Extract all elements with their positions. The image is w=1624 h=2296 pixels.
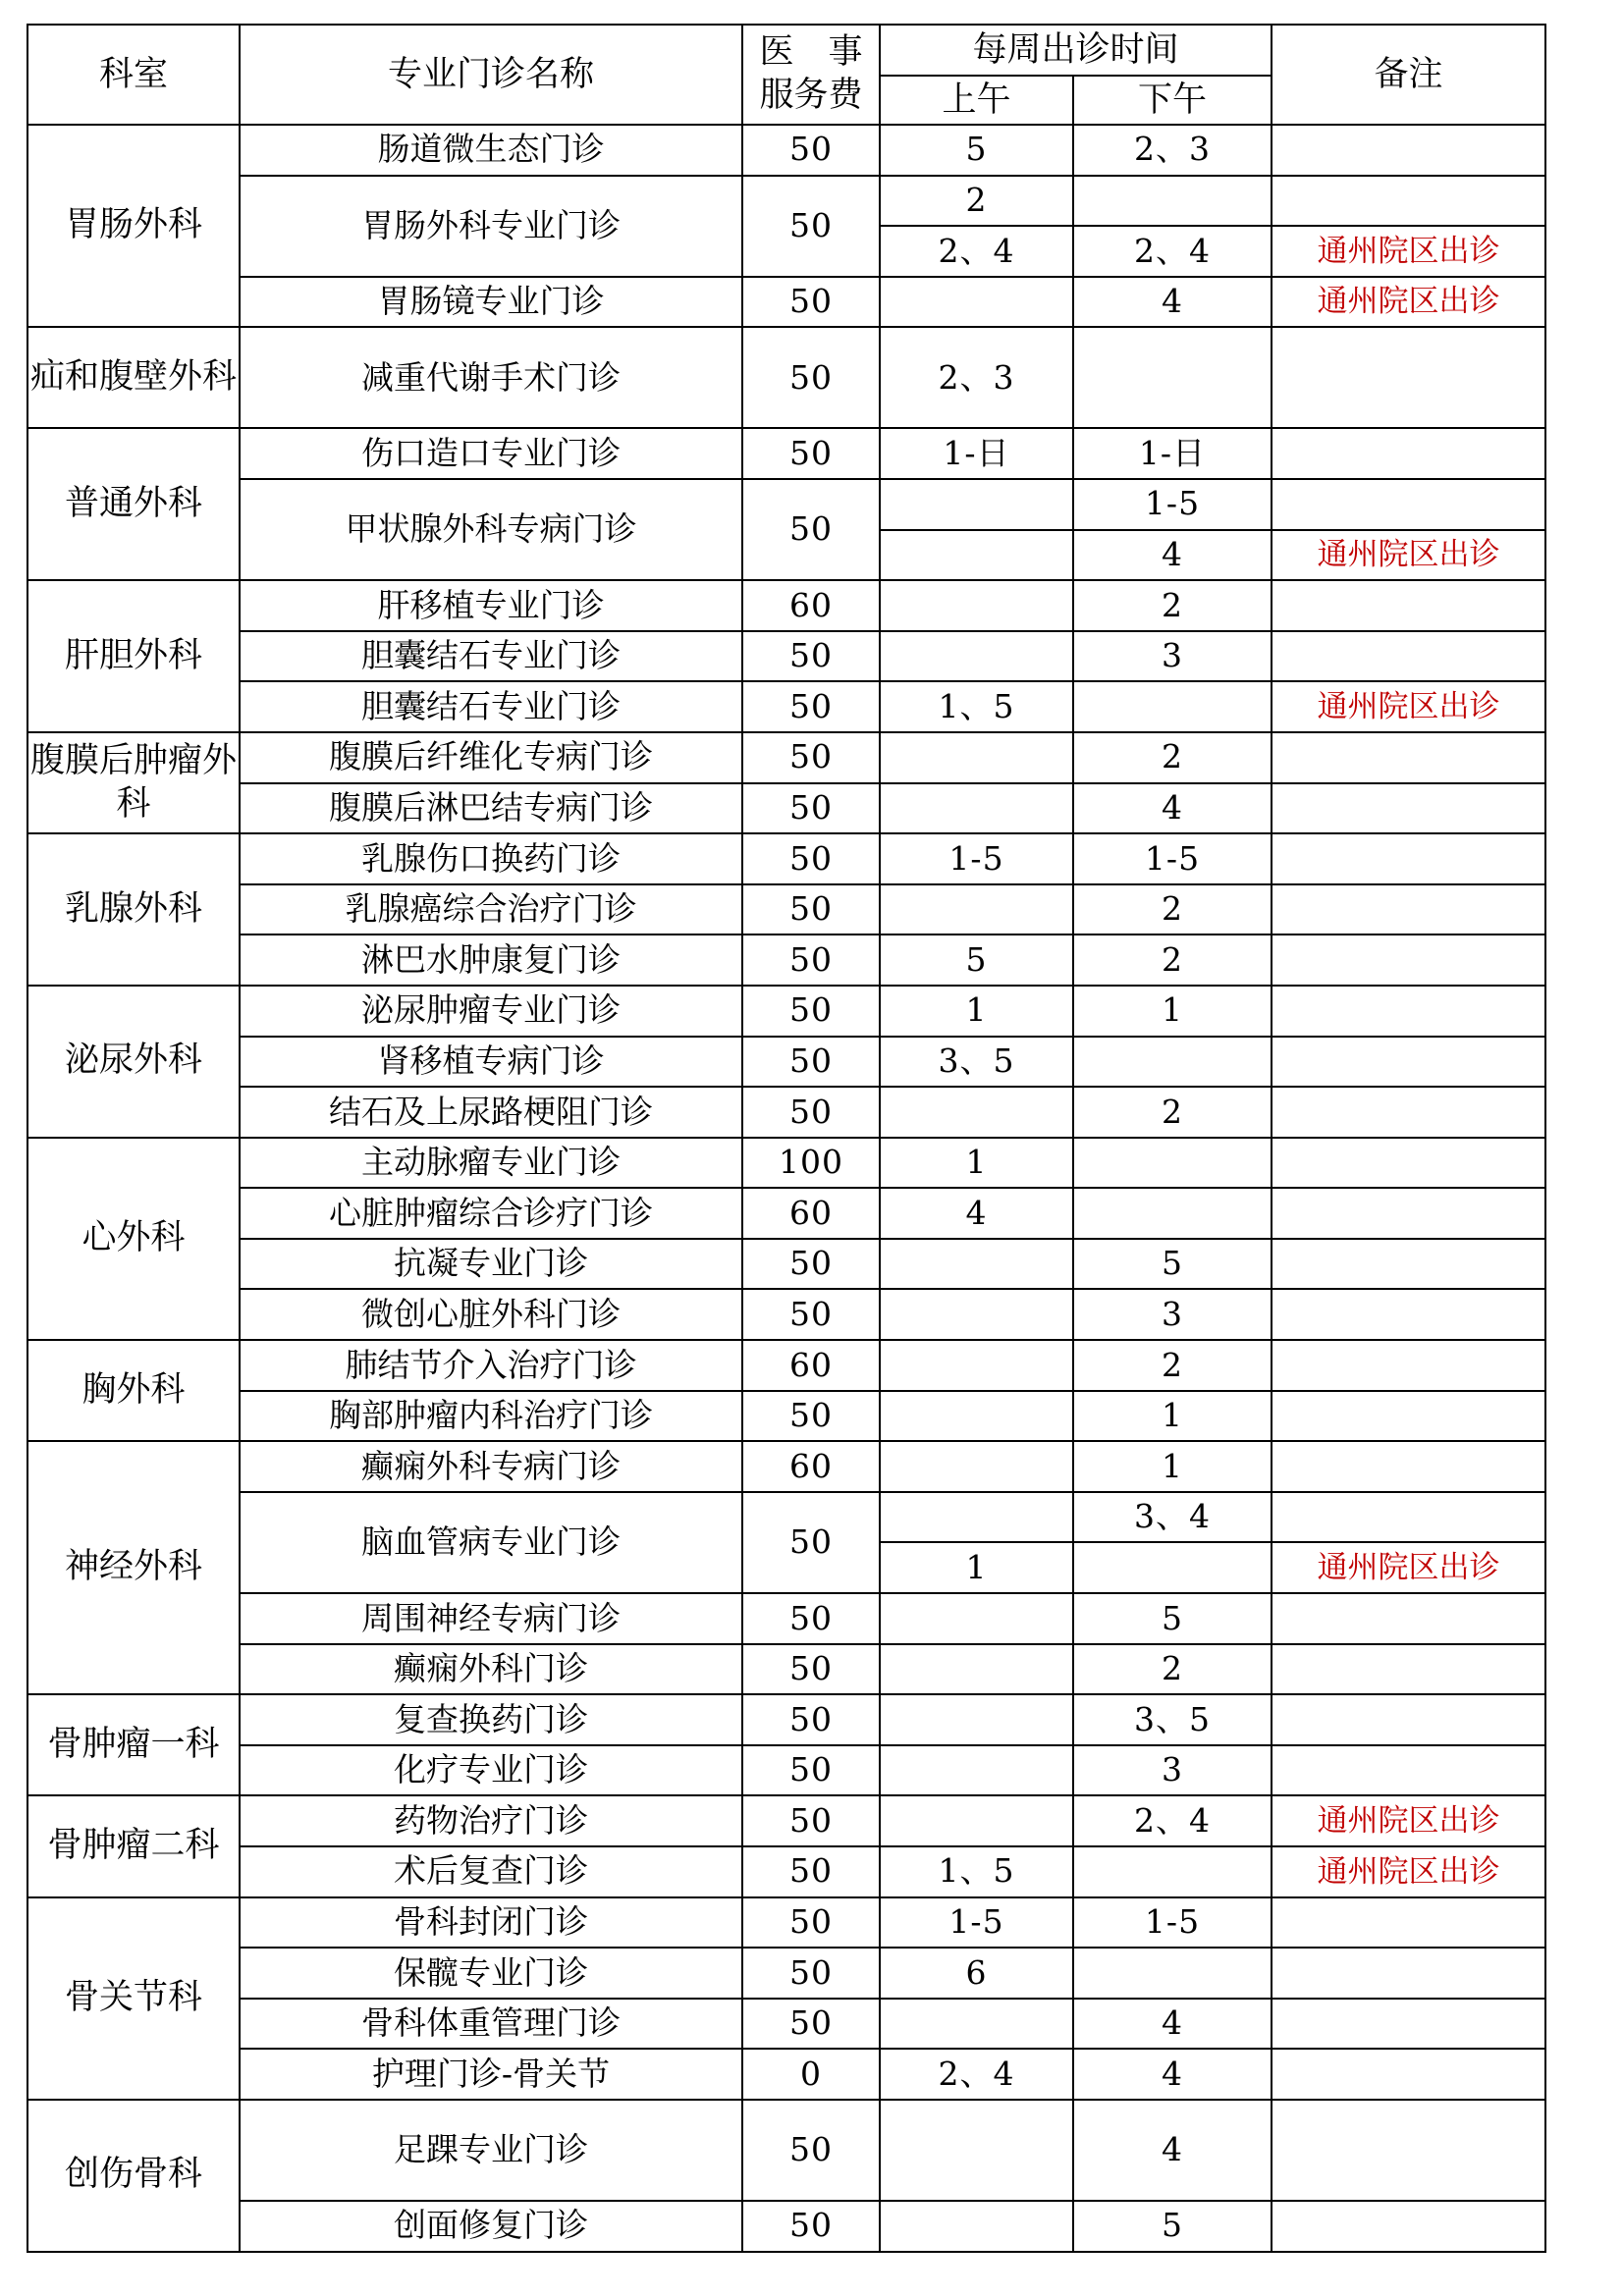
clinic-name: 术后复查门诊 xyxy=(240,1846,742,1897)
clinic-name: 肝移植专业门诊 xyxy=(240,580,742,631)
pm-days: 2 xyxy=(1073,1087,1272,1138)
clinic-name: 胆囊结石专业门诊 xyxy=(240,681,742,732)
am-days xyxy=(880,277,1073,328)
remark: 通州院区出诊 xyxy=(1272,1846,1545,1897)
remark xyxy=(1272,1999,1545,2050)
pm-days: 4 xyxy=(1073,530,1272,581)
am-days: 1-5 xyxy=(880,833,1073,884)
pm-days: 2 xyxy=(1073,934,1272,986)
am-days xyxy=(880,1795,1073,1846)
table-row xyxy=(27,1087,1545,1138)
pm-days: 1-日 xyxy=(1073,428,1272,479)
remark xyxy=(1272,2201,1545,2252)
remark xyxy=(1272,833,1545,884)
clinic-name: 胃肠镜专业门诊 xyxy=(240,277,742,328)
remark xyxy=(1272,327,1545,428)
clinic-name: 泌尿肿瘤专业门诊 xyxy=(240,986,742,1037)
clinic-name: 乳腺癌综合治疗门诊 xyxy=(240,884,742,935)
pm-days: 2、4 xyxy=(1073,1795,1272,1846)
remark xyxy=(1272,125,1545,176)
am-days xyxy=(880,1340,1073,1391)
fee: 0 xyxy=(742,2049,880,2100)
pm-days xyxy=(1073,176,1272,227)
fee: 50 xyxy=(742,631,880,682)
am-days xyxy=(880,884,1073,935)
remark: 通州院区出诊 xyxy=(1272,1542,1545,1593)
header-am: 上午 xyxy=(880,76,1073,125)
remark xyxy=(1272,1492,1545,1543)
remark xyxy=(1272,934,1545,986)
table-row xyxy=(27,1644,1545,1695)
pm-days xyxy=(1073,1542,1272,1593)
pm-days: 1-5 xyxy=(1073,479,1272,530)
pm-days: 3、4 xyxy=(1073,1492,1272,1543)
clinic-name: 胃肠外科专业门诊 xyxy=(240,176,742,277)
header-dept: 科室 xyxy=(27,25,240,125)
remark xyxy=(1272,479,1545,530)
fee: 50 xyxy=(742,1087,880,1138)
pm-days: 3、5 xyxy=(1073,1694,1272,1745)
clinic-name: 淋巴水肿康复门诊 xyxy=(240,934,742,986)
am-days: 1-5 xyxy=(880,1897,1073,1949)
fee: 50 xyxy=(742,277,880,328)
fee: 50 xyxy=(742,1037,880,1088)
table-row xyxy=(27,986,1545,1037)
fee: 50 xyxy=(742,1492,880,1593)
dept-cell: 骨肿瘤二科 xyxy=(27,1795,240,1896)
fee: 50 xyxy=(742,176,880,277)
remark xyxy=(1272,1340,1545,1391)
pm-days: 3 xyxy=(1073,631,1272,682)
am-days xyxy=(880,1441,1073,1492)
table-row xyxy=(27,479,1545,530)
table-row xyxy=(27,1239,1545,1290)
am-days: 1 xyxy=(880,1138,1073,1189)
dept-cell: 胃肠外科 xyxy=(27,125,240,327)
pm-days: 1 xyxy=(1073,1391,1272,1442)
remark xyxy=(1272,1745,1545,1796)
clinic-name: 伤口造口专业门诊 xyxy=(240,428,742,479)
table-row xyxy=(27,631,1545,682)
remark xyxy=(1272,1441,1545,1492)
pm-days: 4 xyxy=(1073,2049,1272,2100)
dept-cell: 心外科 xyxy=(27,1138,240,1340)
clinic-name: 癫痫外科专病门诊 xyxy=(240,1441,742,1492)
clinic-name: 护理门诊-骨关节 xyxy=(240,2049,742,2100)
pm-days xyxy=(1073,1037,1272,1088)
pm-days xyxy=(1073,327,1272,428)
fee: 50 xyxy=(742,1846,880,1897)
table-row xyxy=(27,783,1545,834)
remark xyxy=(1272,1593,1545,1644)
am-days xyxy=(880,631,1073,682)
fee: 50 xyxy=(742,732,880,783)
table-row xyxy=(27,1745,1545,1796)
pm-days: 2 xyxy=(1073,732,1272,783)
fee: 50 xyxy=(742,1289,880,1340)
pm-days: 1 xyxy=(1073,1441,1272,1492)
header-fee-line2: 服务费 xyxy=(759,76,863,115)
am-days: 4 xyxy=(880,1188,1073,1239)
header-fee xyxy=(742,25,880,125)
clinic-schedule-table xyxy=(27,24,1546,2253)
remark xyxy=(1272,1138,1545,1189)
am-days xyxy=(880,1087,1073,1138)
table-row xyxy=(27,681,1545,732)
table-row xyxy=(27,327,1545,428)
clinic-name: 主动脉瘤专业门诊 xyxy=(240,1138,742,1189)
remark xyxy=(1272,1694,1545,1745)
fee: 50 xyxy=(742,479,880,580)
clinic-name: 复查换药门诊 xyxy=(240,1694,742,1745)
pm-days: 2 xyxy=(1073,580,1272,631)
clinic-name: 结石及上尿路梗阻门诊 xyxy=(240,1087,742,1138)
fee: 60 xyxy=(742,1441,880,1492)
remark: 通州院区出诊 xyxy=(1272,681,1545,732)
table-row xyxy=(27,176,1545,227)
table-row xyxy=(27,1999,1545,2050)
clinic-name: 抗凝专业门诊 xyxy=(240,1239,742,1290)
table-row xyxy=(27,884,1545,935)
table-row xyxy=(27,2201,1545,2252)
table-row xyxy=(27,1138,1545,1189)
pm-days: 3 xyxy=(1073,1745,1272,1796)
am-days: 2、4 xyxy=(880,2049,1073,2100)
table-row xyxy=(27,1948,1545,1999)
table-row xyxy=(27,1037,1545,1088)
fee: 50 xyxy=(742,783,880,834)
pm-days: 2 xyxy=(1073,1644,1272,1695)
table-row xyxy=(27,833,1545,884)
table-row xyxy=(27,2049,1545,2100)
fee: 50 xyxy=(742,1745,880,1796)
fee: 50 xyxy=(742,327,880,428)
clinic-name: 微创心脏外科门诊 xyxy=(240,1289,742,1340)
am-days xyxy=(880,1239,1073,1290)
table-row xyxy=(27,1441,1545,1492)
fee: 50 xyxy=(742,1795,880,1846)
am-days: 6 xyxy=(880,1948,1073,1999)
dept-cell: 神经外科 xyxy=(27,1441,240,1694)
clinic-name: 药物治疗门诊 xyxy=(240,1795,742,1846)
table-row xyxy=(27,732,1545,783)
pm-days xyxy=(1073,1846,1272,1897)
am-days: 3、5 xyxy=(880,1037,1073,1088)
remark: 通州院区出诊 xyxy=(1272,1795,1545,1846)
remark xyxy=(1272,732,1545,783)
header-pm: 下午 xyxy=(1073,76,1272,125)
table-row xyxy=(27,1694,1545,1745)
table-row xyxy=(27,1492,1545,1543)
table-row xyxy=(27,2100,1545,2201)
clinic-name: 脑血管病专业门诊 xyxy=(240,1492,742,1593)
am-days xyxy=(880,2201,1073,2252)
fee: 50 xyxy=(742,833,880,884)
dept-cell: 乳腺外科 xyxy=(27,833,240,986)
dept-cell: 骨关节科 xyxy=(27,1897,240,2100)
pm-days xyxy=(1073,1138,1272,1189)
clinic-name: 甲状腺外科专病门诊 xyxy=(240,479,742,580)
pm-days: 4 xyxy=(1073,783,1272,834)
pm-days: 4 xyxy=(1073,277,1272,328)
dept-cell: 腹膜后肿瘤外科 xyxy=(27,732,240,833)
fee: 100 xyxy=(742,1138,880,1189)
remark xyxy=(1272,1644,1545,1695)
am-days: 5 xyxy=(880,125,1073,176)
table-row xyxy=(27,1795,1545,1846)
remark xyxy=(1272,631,1545,682)
clinic-name: 乳腺伤口换药门诊 xyxy=(240,833,742,884)
am-days xyxy=(880,1593,1073,1644)
pm-days: 2、4 xyxy=(1073,226,1272,277)
clinic-name: 肺结节介入治疗门诊 xyxy=(240,1340,742,1391)
pm-days: 5 xyxy=(1073,2201,1272,2252)
fee: 60 xyxy=(742,1188,880,1239)
fee: 50 xyxy=(742,125,880,176)
am-days xyxy=(880,1694,1073,1745)
fee: 50 xyxy=(742,1948,880,1999)
remark xyxy=(1272,428,1545,479)
remark xyxy=(1272,2049,1545,2100)
header-weekly-time: 每周出诊时间 xyxy=(880,25,1272,76)
am-days: 1、5 xyxy=(880,681,1073,732)
fee: 50 xyxy=(742,1897,880,1949)
dept-cell: 创伤骨科 xyxy=(27,2100,240,2252)
fee: 50 xyxy=(742,2201,880,2252)
am-days xyxy=(880,479,1073,530)
am-days: 2 xyxy=(880,176,1073,227)
fee: 50 xyxy=(742,1391,880,1442)
am-days xyxy=(880,580,1073,631)
am-days xyxy=(880,783,1073,834)
pm-days: 3 xyxy=(1073,1289,1272,1340)
fee: 60 xyxy=(742,580,880,631)
table-row xyxy=(27,1188,1545,1239)
header-remark: 备注 xyxy=(1272,25,1545,125)
table-row xyxy=(27,1897,1545,1949)
clinic-name: 骨科体重管理门诊 xyxy=(240,1999,742,2050)
table-row xyxy=(27,1340,1545,1391)
dept-cell: 肝胆外科 xyxy=(27,580,240,732)
clinic-name: 足踝专业门诊 xyxy=(240,2100,742,2201)
am-days: 1 xyxy=(880,986,1073,1037)
am-days: 1 xyxy=(880,1542,1073,1593)
pm-days: 1-5 xyxy=(1073,1897,1272,1949)
table-row xyxy=(27,580,1545,631)
clinic-name: 周围神经专病门诊 xyxy=(240,1593,742,1644)
am-days xyxy=(880,1391,1073,1442)
am-days xyxy=(880,1745,1073,1796)
table-row xyxy=(27,1289,1545,1340)
table-row xyxy=(27,1593,1545,1644)
am-days xyxy=(880,1644,1073,1695)
am-days: 1-日 xyxy=(880,428,1073,479)
pm-days: 4 xyxy=(1073,2100,1272,2201)
header-clinic-name: 专业门诊名称 xyxy=(240,25,742,125)
clinic-name: 骨科封闭门诊 xyxy=(240,1897,742,1949)
clinic-name: 胆囊结石专业门诊 xyxy=(240,631,742,682)
pm-days: 2 xyxy=(1073,884,1272,935)
remark xyxy=(1272,1391,1545,1442)
am-days xyxy=(880,1289,1073,1340)
header-fee-line1: 医 事 xyxy=(759,32,863,73)
remark: 通州院区出诊 xyxy=(1272,226,1545,277)
pm-days: 1 xyxy=(1073,986,1272,1037)
table-row xyxy=(27,277,1545,328)
pm-days: 1-5 xyxy=(1073,833,1272,884)
fee: 50 xyxy=(742,1694,880,1745)
am-days xyxy=(880,530,1073,581)
remark xyxy=(1272,1897,1545,1949)
clinic-name: 癫痫外科门诊 xyxy=(240,1644,742,1695)
remark xyxy=(1272,783,1545,834)
am-days xyxy=(880,1492,1073,1543)
remark xyxy=(1272,1948,1545,1999)
pm-days xyxy=(1073,1188,1272,1239)
dept-cell: 疝和腹壁外科 xyxy=(27,327,240,428)
clinic-name: 肠道微生态门诊 xyxy=(240,125,742,176)
remark: 通州院区出诊 xyxy=(1272,277,1545,328)
am-days: 5 xyxy=(880,934,1073,986)
pm-days: 2、3 xyxy=(1073,125,1272,176)
remark xyxy=(1272,1087,1545,1138)
am-days: 1、5 xyxy=(880,1846,1073,1897)
table-row xyxy=(27,934,1545,986)
table-row xyxy=(27,125,1545,176)
am-days: 2、3 xyxy=(880,327,1073,428)
fee: 50 xyxy=(742,681,880,732)
clinic-name: 化疗专业门诊 xyxy=(240,1745,742,1796)
pm-days xyxy=(1073,681,1272,732)
header-row xyxy=(27,25,1545,76)
remark xyxy=(1272,1037,1545,1088)
fee: 50 xyxy=(742,1239,880,1290)
clinic-name: 腹膜后淋巴结专病门诊 xyxy=(240,783,742,834)
table-row xyxy=(27,1391,1545,1442)
pm-days: 5 xyxy=(1073,1239,1272,1290)
table-row xyxy=(27,428,1545,479)
fee: 50 xyxy=(742,1644,880,1695)
am-days: 2、4 xyxy=(880,226,1073,277)
remark xyxy=(1272,1289,1545,1340)
remark xyxy=(1272,986,1545,1037)
clinic-name: 腹膜后纤维化专病门诊 xyxy=(240,732,742,783)
am-days xyxy=(880,1999,1073,2050)
clinic-name: 心脏肿瘤综合诊疗门诊 xyxy=(240,1188,742,1239)
am-days xyxy=(880,2100,1073,2201)
fee: 60 xyxy=(742,1340,880,1391)
dept-cell: 骨肿瘤一科 xyxy=(27,1694,240,1795)
pm-days: 2 xyxy=(1073,1340,1272,1391)
remark xyxy=(1272,176,1545,227)
dept-cell: 普通外科 xyxy=(27,428,240,580)
dept-cell: 泌尿外科 xyxy=(27,986,240,1138)
remark xyxy=(1272,1239,1545,1290)
clinic-name: 创面修复门诊 xyxy=(240,2201,742,2252)
fee: 50 xyxy=(742,1999,880,2050)
remark xyxy=(1272,1188,1545,1239)
pm-days: 5 xyxy=(1073,1593,1272,1644)
clinic-name: 肾移植专病门诊 xyxy=(240,1037,742,1088)
clinic-name: 保髋专业门诊 xyxy=(240,1948,742,1999)
fee: 50 xyxy=(742,1593,880,1644)
remark xyxy=(1272,2100,1545,2201)
pm-days xyxy=(1073,1948,1272,1999)
dept-cell: 胸外科 xyxy=(27,1340,240,1441)
fee: 50 xyxy=(742,934,880,986)
clinic-name: 减重代谢手术门诊 xyxy=(240,327,742,428)
am-days xyxy=(880,732,1073,783)
table-row xyxy=(27,1846,1545,1897)
fee: 50 xyxy=(742,884,880,935)
remark xyxy=(1272,580,1545,631)
remark xyxy=(1272,884,1545,935)
clinic-name: 胸部肿瘤内科治疗门诊 xyxy=(240,1391,742,1442)
remark: 通州院区出诊 xyxy=(1272,530,1545,581)
pm-days: 4 xyxy=(1073,1999,1272,2050)
fee: 50 xyxy=(742,428,880,479)
fee: 50 xyxy=(742,986,880,1037)
fee: 50 xyxy=(742,2100,880,2201)
